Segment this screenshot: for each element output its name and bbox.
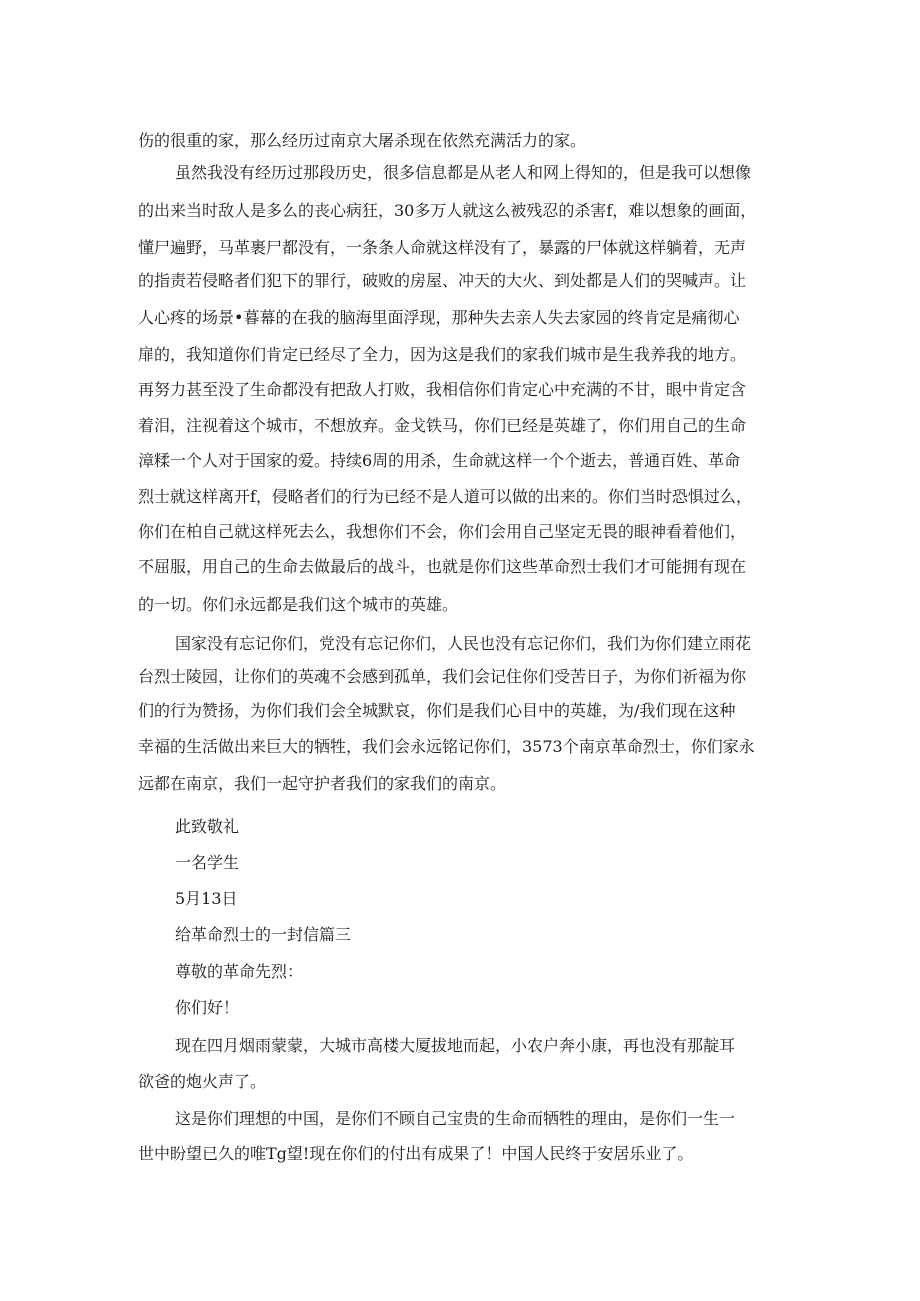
text-line-10: 漳糅一个人对于国家的爱。持续6周的用杀，生命就这样一个个逝去，普通百姓、革命: [138, 451, 741, 470]
text-line-15: 国家没有忘记你们，党没有忘记你们，人民也没有忘记你们，我们为你们建立雨花: [175, 634, 752, 653]
text-line-6: 人心疼的场景•暮幕的在我的脑海里面浮现，那种失去亲人失去家园的终肯定是痛彻心: [138, 308, 740, 327]
text-line-16: 台烈士陵园，让你们的英魂不会感到孤单，我们会记住你们受苦日子，为你们祈福为你: [138, 667, 747, 686]
text-line-17: 们的行为赞扬，为你们我们会全城默哀，你们是我们心目中的英雄，为/我们现在这种: [138, 701, 736, 720]
text-line-26: 现在四月烟雨蒙蒙，大城市高楼大厦拔地而起，小农户奔小康，再也没有那靛耳: [175, 1036, 736, 1055]
section-title: 给革命烈士的一封信篇三: [175, 925, 352, 944]
text-line-4: 懂尸遍野，马革裹尸都没有，一条条人命就这样没有了，暴露的尸体就这样躺着，无声: [138, 238, 747, 257]
text-line-28: 这是你们理想的中国，是你们不顾自己宝贵的生命而牺牲的理由，是你们一生一: [175, 1109, 736, 1128]
text-line-13: 不屈服，用自己的生命去做最后的战斗，也就是你们这些革命烈士我们才可能拥有现在: [138, 557, 747, 576]
letter-date: 5月13日: [175, 889, 238, 908]
signature: 一名学生: [175, 853, 240, 872]
text-line-1: 伤的很重的家，那么经历过南京大屠杀现在依然充满活力的家。: [138, 131, 587, 150]
text-line-7: 扉的，我知道你们肯定已经尽了全力，因为这是我们的家我们城市是生我养我的地方。: [138, 345, 747, 364]
text-line-9: 着泪，注视着这个城市，不想放弃。金戈铁马，你们已经是英雄了，你们用自己的生命: [138, 416, 747, 435]
text-line-12: 你们在柏自己就这样死去么，我想你们不会，你们会用自己坚定无畏的眼神看着他们，: [138, 522, 747, 541]
text-line-14: 的一切。你们永远都是我们这个城市的英雄。: [138, 595, 459, 614]
text-line-3: 的出来当时敌人是多么的丧心病狂，30多万人就这么被残忍的杀害f，难以想象的画面，: [138, 201, 757, 220]
text-line-11: 烈士就这样离开f，侵略者们的行为已经不是人道可以做的出来的。你们当时恐惧过么，: [138, 487, 752, 506]
closing-salutation: 此致敬礼: [175, 817, 240, 836]
text-line-19: 远都在南京，我们一起守护者我们的家我们的南京。: [138, 774, 507, 793]
text-line-5: 的指责若侵略者们犯下的罪行，破败的房屋、冲天的大火、到处都是人们的哭喊声。让: [138, 271, 747, 290]
text-line-2: 虽然我没有经历过那段历史，很多信息都是从老人和网上得知的，但是我可以想像: [175, 163, 752, 182]
greeting-recipient: 尊敬的革命先烈：: [175, 962, 304, 981]
greeting: 你们好！: [175, 998, 240, 1017]
text-line-8: 再努力甚至没了生命都没有把敌人打败，我相信你们肯定心中充满的不甘，眼中肯定含: [138, 380, 747, 399]
text-line-27: 欲爸的炮火声了。: [138, 1072, 267, 1091]
text-line-18: 幸福的生活做出来巨大的牺牲，我们会永远铭记你们，3573个南京革命烈士，你们家永: [138, 737, 755, 756]
text-line-29: 世中盼望已久的唯Tg望!现在你们的付出有成果了！中国人民终于安居乐业了。: [138, 1144, 694, 1163]
